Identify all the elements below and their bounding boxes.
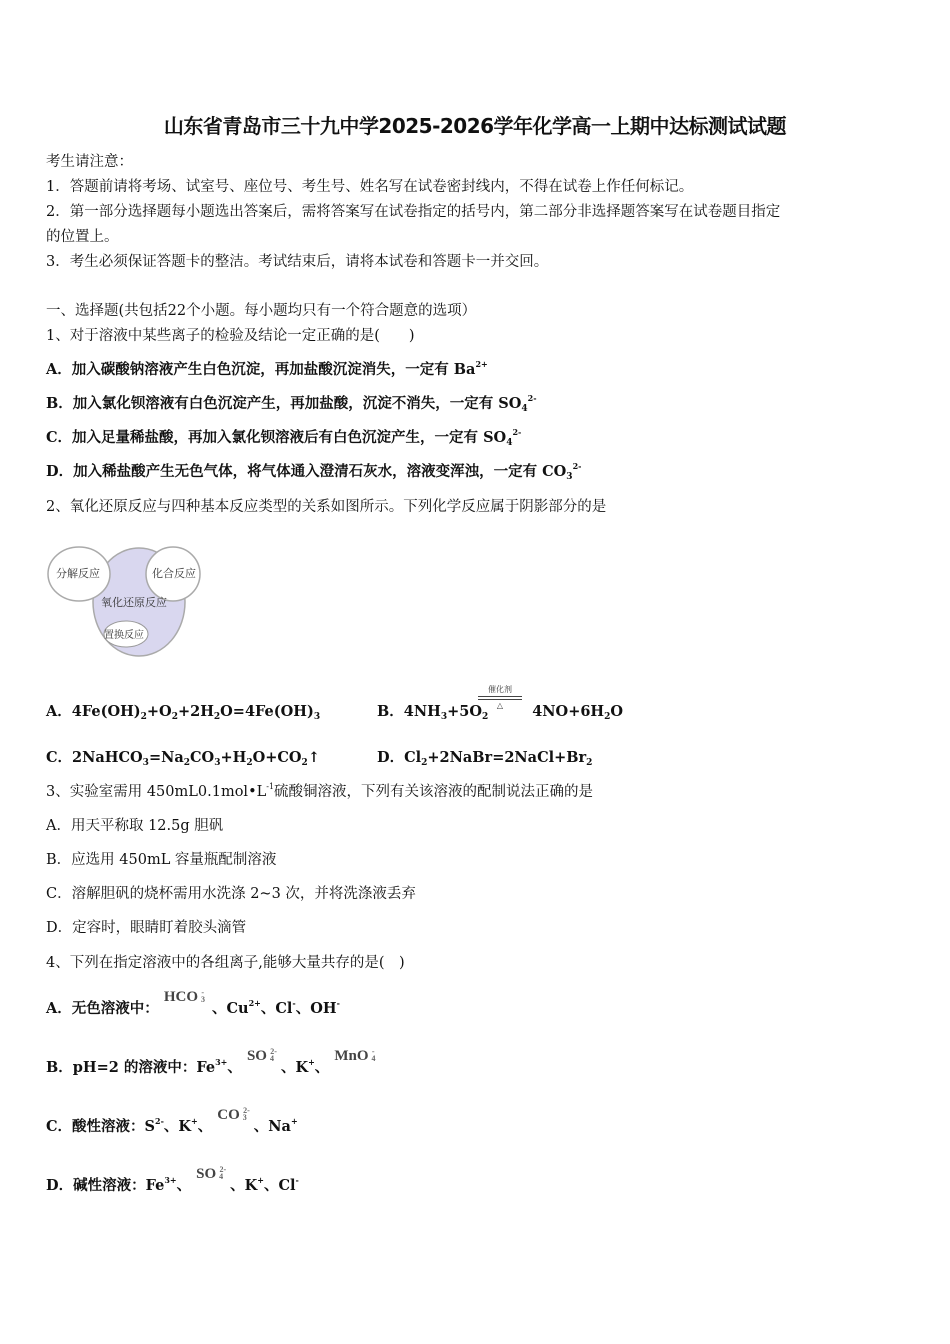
notice-item-1: 1．答题前请将考场、试室号、座位号、考生号、姓名写在试卷密封线内，不得在试卷上作任何标记。 [46, 179, 694, 195]
combine-label: 化合反应 [152, 567, 196, 580]
notice-heading: 考生请注意： [46, 154, 133, 170]
q1-option-b: B．加入氯化钡溶液有白色沉淀产生，再加盐酸，沉淀不消失，一定有 $SO_4^{2-}$ [46, 393, 537, 414]
q4-option-d: D．碱性溶液：$Fe^{3+}$、 SO 2- 4 、K+、Cl- [46, 1165, 299, 1194]
q1-option-d: D．加入稀盐酸产生无色气体，将气体通入澄清石灰水，溶液变浑浊，一定有 $CO_3^{2-}$ [46, 461, 582, 482]
section-heading: 一、选择题(共包括22个小题。每小题均只有一个符合题意的选项） [46, 303, 477, 319]
q4-stem: 4、下列在指定溶液中的各组离子,能够大量共存的是( ) [46, 955, 405, 971]
catalyst-arrow: 催化剂 △ [478, 684, 522, 710]
q2-option-b: B．$4NH_3+5O_2$ $4NO+6H_2O$ [377, 703, 624, 722]
so4-ion: SO 2- 4 [246, 1047, 277, 1064]
q2-option-c: C．$2NaHCO_3=Na_2CO_3+H_2O+CO_2↑$ [46, 749, 320, 768]
q3-option-a: A．用天平称取 12.5g 胆矾 [46, 818, 224, 834]
so4-ion: SO 2- 4 [196, 1165, 227, 1182]
q1-stem: 1、对于溶液中某些离子的检验及结论一定正确的是( ) [46, 328, 415, 344]
q1-option-c: C．加入足量稀盐酸，再加入氯化钡溶液后有白色沉淀产生，一定有 $SO_4^{2-}$ [46, 427, 522, 448]
reaction-venn-diagram [44, 540, 204, 662]
page-title: 山东省青岛市三十九中学2025-2026学年化学高一上期中达标测试试题 [163, 114, 787, 138]
co3-ion: CO 2- 3 [217, 1106, 250, 1123]
q3-option-d: D．定容时，眼睛盯着胶头滴管 [46, 920, 247, 936]
q4-option-b: B．pH=2 的溶液中：$Fe^{3+}$、 SO 2- 4 、K+、 MnO - 4 [46, 1047, 376, 1076]
q2-option-a: A．$4Fe(OH)_2+O_2+2H_2O=4Fe(OH)_3$ [46, 703, 321, 722]
q4-option-a: A．无色溶液中： HCO - 3 、$Cu^{2+}$、Cl-、OH- [46, 988, 340, 1017]
q2-option-d: D．$Cl_2+2NaBr=2NaCl+Br_2$ [377, 749, 593, 768]
q3-option-c: C．溶解胆矾的烧杯需用水洗涤 2~3 次，并将洗涤液丢弃 [46, 886, 416, 902]
q2-stem: 2、氧化还原反应与四种基本反应类型的关系如图所示。下列化学反应属于阴影部分的是 [46, 499, 607, 515]
notice-item-2-cont: 的位置上。 [46, 229, 119, 245]
notice-item-3: 3．考生必须保证答题卡的整洁。考试结束后，请将本试卷和答题卡一并交回。 [46, 254, 549, 270]
q3-stem: 3、实验室需用 $450mL0.1mol•L^{-1}$硫酸铜溶液，下列有关该溶液的配制说法正确的是 [46, 782, 594, 800]
replace-label: 置换反应 [104, 630, 144, 641]
mno4-ion: MnO - 4 [334, 1047, 376, 1064]
q1-option-a: A．加入碳酸钠溶液产生白色沉淀，再加盐酸沉淀消失，一定有 $Ba^{2+}$ [46, 359, 488, 378]
redox-label: 氧化还原反应 [101, 596, 167, 609]
q3-option-b: B．应选用 450mL 容量瓶配制溶液 [46, 852, 277, 868]
notice-item-2: 2．第一部分选择题每小题选出答案后，需将答案写在试卷指定的括号内，第二部分非选择题答案写在试卷题目指定 [46, 204, 781, 220]
q4-option-c: C．酸性溶液：$S^{2-}$、K+、 CO 2- 3 、Na+ [46, 1106, 298, 1135]
hco3-ion: HCO - 3 [163, 988, 205, 1005]
decomp-label: 分解反应 [56, 567, 100, 580]
